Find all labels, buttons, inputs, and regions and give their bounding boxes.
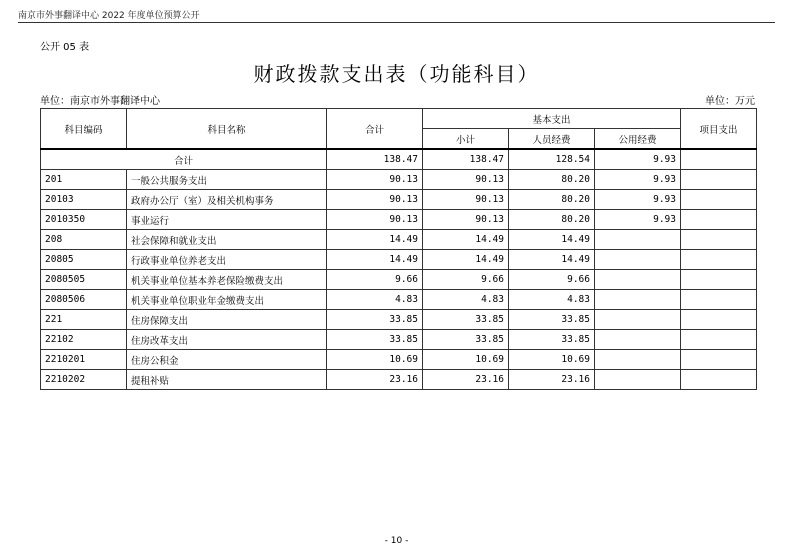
cell-subtotal: 9.66 [423,270,509,290]
header-public: 公用经费 [595,129,681,150]
cell-name: 住房改革支出 [127,330,327,350]
unit-organization: 单位：南京市外事翻译中心 [40,96,160,107]
table-row [41,170,757,190]
cell-code: 201 [41,170,127,190]
cell-total: 33.85 [327,310,423,330]
cell-subtotal: 90.13 [423,190,509,210]
cell-personnel: 80.20 [509,210,595,230]
cell-name: 住房保障支出 [127,310,327,330]
cell-code: 208 [41,230,127,250]
cell-personnel: 33.85 [509,310,595,330]
table-row [41,310,757,330]
table-row [41,290,757,310]
header-subtotal: 小计 [423,129,509,150]
table-row [41,330,757,350]
cell-public [595,370,681,390]
cell-total: 33.85 [327,330,423,350]
cell-personnel: 23.16 [509,370,595,390]
cell-code: 20103 [41,190,127,210]
cell-project [681,190,757,210]
cell-project [681,370,757,390]
cell-personnel: 10.69 [509,350,595,370]
cell-name: 提租补贴 [127,370,327,390]
cell-public: 9.93 [595,210,681,230]
cell-subtotal: 4.83 [423,290,509,310]
cell-public [595,290,681,310]
table-row [41,149,757,170]
cell-total: 4.83 [327,290,423,310]
table-row [41,370,757,390]
cell-name: 社会保障和就业支出 [127,230,327,250]
cell-subtotal: 14.49 [423,230,509,250]
cell-subtotal: 14.49 [423,250,509,270]
table-row [41,190,757,210]
cell-name: 机关事业单位职业年金缴费支出 [127,290,327,310]
cell-public: 9.93 [595,190,681,210]
cell-public: 9.93 [595,170,681,190]
header-project: 项目支出 [681,109,757,150]
cell-project [681,250,757,270]
unit-currency: 单位：万元 [705,96,755,107]
cell-total: 90.13 [327,170,423,190]
cell-project [681,330,757,350]
cell-name: 事业运行 [127,210,327,230]
cell-total: 138.47 [327,149,423,170]
cell-personnel: 4.83 [509,290,595,310]
cell-personnel: 128.54 [509,149,595,170]
cell-project [681,290,757,310]
table-row [41,270,757,290]
cell-project [681,270,757,290]
cell-total: 90.13 [327,190,423,210]
cell-code: 2210202 [41,370,127,390]
header-total: 合计 [327,109,423,150]
cell-project [681,310,757,330]
header-personnel: 人员经费 [509,129,595,150]
cell-project [681,170,757,190]
cell-name: 一般公共服务支出 [127,170,327,190]
cell-public: 9.93 [595,149,681,170]
cell-personnel: 80.20 [509,190,595,210]
cell-personnel: 9.66 [509,270,595,290]
cell-name: 行政事业单位养老支出 [127,250,327,270]
cell-personnel: 33.85 [509,330,595,350]
cell-public [595,250,681,270]
cell-total: 90.13 [327,210,423,230]
form-number: 公开 05 表 [40,42,90,53]
cell-code: 2010350 [41,210,127,230]
cell-subtotal: 138.47 [423,149,509,170]
page-number: - 10 - [384,536,409,546]
cell-code: 2210201 [41,350,127,370]
cell-total: 14.49 [327,230,423,250]
expenditure-table [40,108,757,390]
cell-total: 10.69 [327,350,423,370]
cell-subtotal: 33.85 [423,310,509,330]
cell-subtotal: 23.16 [423,370,509,390]
cell-name: 住房公积金 [127,350,327,370]
cell-project [681,149,757,170]
cell-project [681,230,757,250]
cell-total: 9.66 [327,270,423,290]
cell-code: 2080506 [41,290,127,310]
table-row [41,210,757,230]
cell-code: 22102 [41,330,127,350]
cell-subtotal: 90.13 [423,170,509,190]
header-divider [18,22,775,23]
cell-public [595,330,681,350]
header-name: 科目名称 [127,109,327,150]
cell-code: 2080505 [41,270,127,290]
cell-public [595,350,681,370]
header-basic: 基本支出 [423,109,681,129]
cell-name: 合计 [41,149,327,170]
table-body [41,149,757,390]
cell-code: 221 [41,310,127,330]
cell-subtotal: 33.85 [423,330,509,350]
cell-code: 20805 [41,250,127,270]
cell-public [595,270,681,290]
cell-public [595,230,681,250]
cell-personnel: 14.49 [509,250,595,270]
cell-personnel: 14.49 [509,230,595,250]
cell-public [595,310,681,330]
cell-personnel: 80.20 [509,170,595,190]
cell-subtotal: 90.13 [423,210,509,230]
cell-total: 23.16 [327,370,423,390]
cell-project [681,350,757,370]
cell-project [681,210,757,230]
cell-name: 机关事业单位基本养老保险缴费支出 [127,270,327,290]
page-title: 财政拨款支出表（功能科目） [253,62,540,86]
table-row [41,230,757,250]
table-row [41,350,757,370]
document-header: 南京市外事翻译中心 2022 年度单位预算公开 [18,11,200,21]
table-row [41,250,757,270]
header-code: 科目编码 [41,109,127,150]
cell-subtotal: 10.69 [423,350,509,370]
cell-total: 14.49 [327,250,423,270]
cell-name: 政府办公厅（室）及相关机构事务 [127,190,327,210]
